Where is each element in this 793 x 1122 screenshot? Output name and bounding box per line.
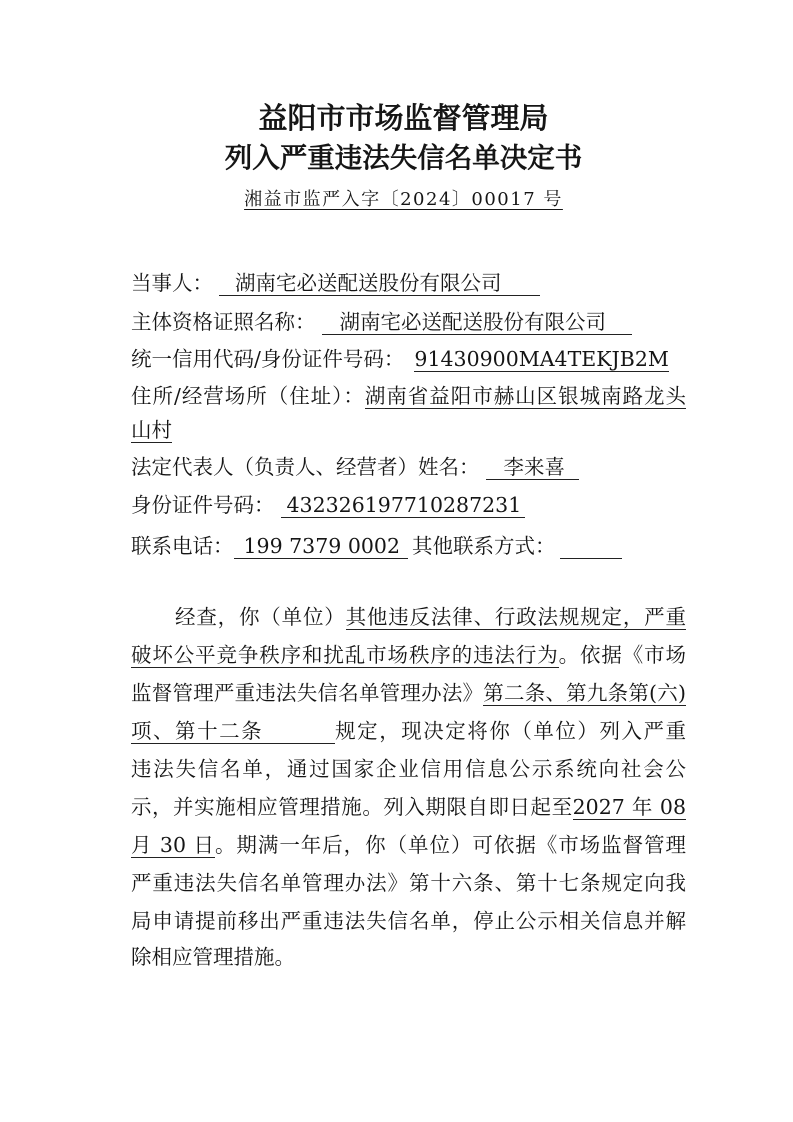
license-name-value: 湖南宅必送配送股份有限公司: [322, 310, 633, 335]
address-row: [131, 382, 686, 410]
credit-code-label: 统一信用代码/身份证件号码：: [131, 347, 405, 371]
other-contact-label: 其他联系方式：: [412, 534, 556, 558]
decision-line-1: [175, 603, 686, 631]
decision-line-4: [131, 717, 686, 745]
decision-text: 规定，现决定将你（单位）列入严重: [335, 719, 687, 743]
decision-text: 示，并实施相应管理措施。列入期限自即日起至: [131, 795, 573, 819]
document-number: 湘益市监严入字〔2024〕00017 号: [244, 189, 563, 210]
phone-value: 199 7379 0002: [234, 534, 409, 559]
party-name-value: 湖南宅必送配送股份有限公司: [219, 271, 540, 296]
credit-code-row: [131, 345, 669, 373]
listing-end-date-continued: 月 30 日: [131, 833, 215, 857]
decision-line-5: [131, 755, 686, 783]
decision-line-7: [131, 831, 686, 859]
other-contact-blank: [560, 538, 622, 559]
decision-text: 经查，你（单位）: [175, 605, 346, 629]
decision-text: 违法失信名单，通过国家企业信用信息公示系统向社会公: [131, 757, 686, 781]
license-name-label: 主体资格证照名称：: [131, 310, 316, 334]
listing-end-date: 2027 年 08: [572, 795, 687, 819]
license-name-row: [131, 308, 632, 336]
legal-rep-row: [131, 453, 579, 481]
id-number-row: [131, 491, 525, 519]
legal-basis-articles: 第二条、第九条第(六): [483, 681, 686, 705]
credit-code-value: 91430900MA4TEKJB2M: [414, 347, 669, 371]
legal-rep-value: 李来喜: [486, 455, 580, 480]
party-name-row: [131, 269, 540, 297]
decision-line-10: [131, 943, 295, 971]
party-name-label: 当事人：: [131, 271, 213, 295]
address-value-line2: 山村: [131, 418, 172, 442]
legal-basis-articles-continued: 项、第十二条: [131, 719, 335, 744]
issuing-authority-title: 益阳市市场监督管理局: [258, 101, 549, 135]
address-value-line1: 湖南省益阳市赫山区银城南路龙头: [364, 384, 687, 408]
address-row-continued: [131, 416, 172, 444]
phone-label: 联系电话：: [131, 534, 234, 558]
id-number-value: 432326197710287231: [281, 493, 526, 518]
legal-rep-label: 法定代表人（负责人、经营者）姓名：: [131, 455, 480, 479]
decision-line-9: [131, 907, 686, 935]
document-title: 列入严重违法失信名单决定书: [224, 142, 583, 174]
decision-line-8: [131, 869, 686, 897]
decision-line-6: [131, 793, 686, 821]
violation-description: 其他违反法律、行政法规规定，严重: [345, 605, 686, 629]
decision-line-3: [131, 679, 686, 707]
decision-text: 除相应管理措施。: [131, 945, 295, 969]
decision-text: 局申请提前移出严重违法失信名单，停止公示相关信息并解: [131, 909, 686, 933]
decision-text: 严重违法失信名单管理办法》第十六条、第十七条规定向我: [131, 871, 686, 895]
decision-line-2: [131, 641, 686, 669]
contact-row: [131, 532, 622, 560]
id-number-label: 身份证件号码：: [131, 493, 275, 517]
decision-text: 监督管理严重违法失信名单管理办法》: [131, 681, 484, 705]
decision-text: 。依据《市场: [558, 643, 687, 667]
address-label: 住所/经营场所（住址）：: [131, 384, 365, 408]
decision-text: 。期满一年后，你（单位）可依据《市场监督管理: [214, 833, 687, 857]
violation-description-continued: 破坏公平竞争秩序和扰乱市场秩序的违法行为: [131, 643, 559, 667]
